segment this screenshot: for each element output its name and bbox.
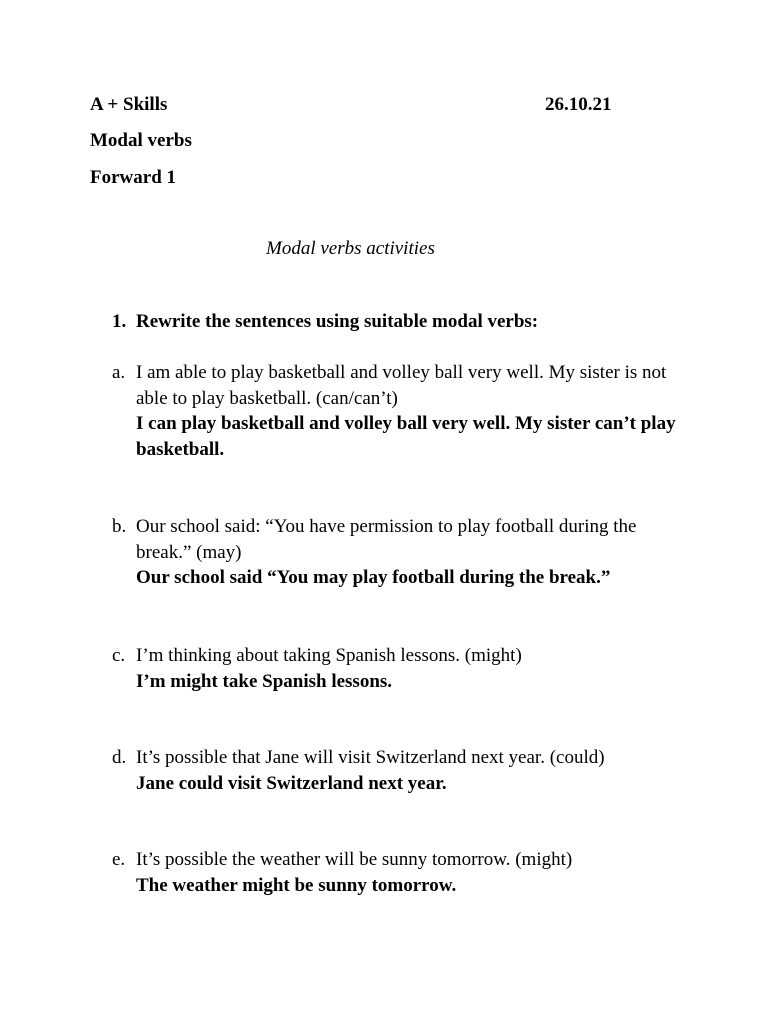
exercise-item-c bbox=[112, 643, 682, 694]
task-instruction: Rewrite the sentences using suitable modal verbs: bbox=[136, 311, 539, 332]
item-letter: b. bbox=[112, 516, 127, 537]
exercise-item-e bbox=[112, 847, 682, 898]
item-answer: Our school said “You may play football during the break.” bbox=[136, 567, 611, 588]
document-title: Modal verbs activities bbox=[266, 238, 435, 259]
item-prompt: I’m thinking about taking Spanish lessons. (might) bbox=[136, 645, 522, 666]
item-letter: e. bbox=[112, 849, 126, 870]
item-prompt: It’s possible that Jane will visit Switzerland next year. (could) bbox=[136, 747, 605, 768]
item-prompt: It’s possible the weather will be sunny tomorrow. (might) bbox=[136, 849, 573, 870]
topic-heading: Modal verbs bbox=[90, 130, 192, 151]
item-answer: Jane could visit Switzerland next year. bbox=[136, 772, 447, 794]
exercise-item-b bbox=[112, 514, 682, 591]
course-name: A + Skills bbox=[90, 94, 168, 115]
item-answer: I can play basketball and volley ball very well. My sister can’t play basketball. bbox=[136, 413, 676, 460]
task-number: 1. bbox=[112, 311, 127, 332]
exercise-item-d bbox=[112, 745, 682, 796]
exercise-item-a bbox=[112, 360, 682, 462]
item-answer: I’m might take Spanish lessons. bbox=[136, 670, 393, 692]
item-letter: a. bbox=[112, 362, 126, 383]
book-name: Forward 1 bbox=[90, 167, 177, 188]
item-prompt: Our school said: “You have permission to play football during the break.” (may) bbox=[136, 516, 637, 563]
item-letter: c. bbox=[112, 645, 126, 666]
item-prompt: I am able to play basketball and volley ball very well. My sister is not able to play basketball. (can/can’t) bbox=[136, 362, 667, 409]
item-letter: d. bbox=[112, 747, 127, 768]
item-answer: The weather might be sunny tomorrow. bbox=[136, 874, 457, 896]
document-date: 26.10.21 bbox=[545, 94, 612, 115]
